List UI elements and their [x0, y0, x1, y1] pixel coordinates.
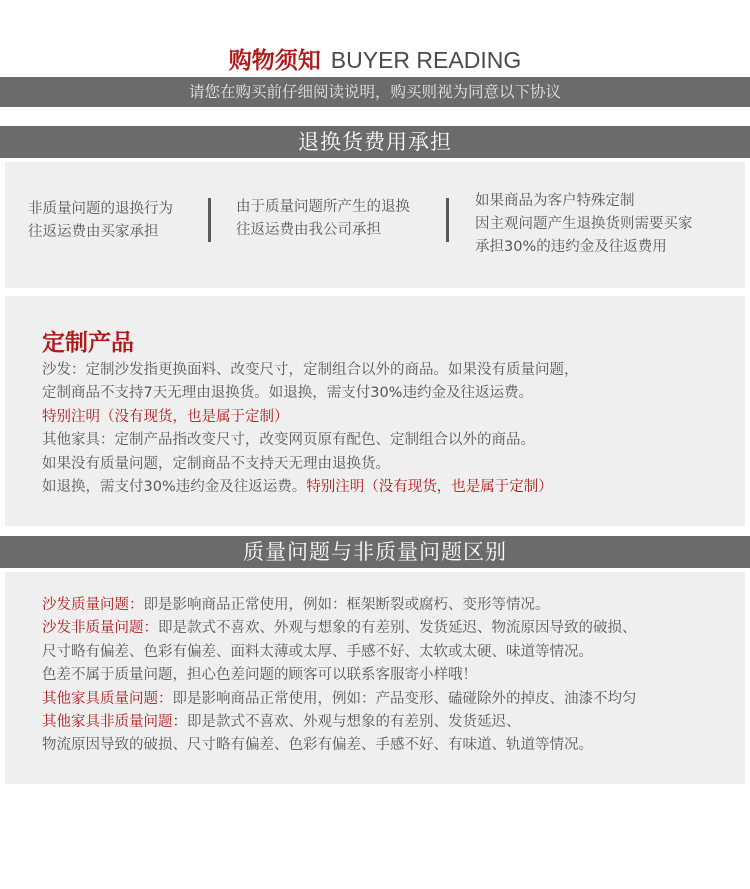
- text-segment: 定制商品不支持7天无理由退换货。如退换，需支付30%违约金及往返运费。: [42, 385, 533, 402]
- text-segment: 沙发：定制沙发指更换面料、改变尺寸，定制组合以外的商品。如果没有质量问题，: [42, 362, 579, 378]
- return-fee-panel: [5, 162, 745, 288]
- text-line: [42, 664, 637, 687]
- text-line: [42, 406, 579, 429]
- text-line: [42, 382, 579, 405]
- highlight-label: 其他家具非质量问题：: [42, 714, 187, 731]
- column-divider: [208, 198, 211, 242]
- page-title: [0, 44, 750, 77]
- text-line: [42, 734, 637, 757]
- highlight-label: 沙发质量问题：: [42, 597, 144, 613]
- text-segment: 其他家具：定制产品指改变尺寸，改变网页原有配色、定制组合以外的商品。: [42, 432, 535, 449]
- section-title-return-fee: 退换货费用承担: [0, 126, 750, 158]
- text-line: [42, 359, 579, 382]
- subtitle-bar: 请您在购买前仔细阅读说明，购买则视为同意以下协议: [0, 77, 750, 107]
- text-segment: 物流原因导致的破损、尺寸略有偏差、色彩有偏差、手感不好、有味道、轨道等情况。: [42, 737, 593, 754]
- page-title-cn: 购物须知: [228, 48, 321, 74]
- text-segment: 即是影响商品正常使用，例如：框架断裂或腐朽、变形等情况。: [143, 597, 550, 613]
- highlight-note: 特别注明（没有现货，也是属于定制）: [42, 408, 289, 425]
- column-divider: [446, 198, 449, 242]
- quality-panel: [5, 572, 745, 784]
- highlight-label: 其他家具质量问题：: [42, 690, 173, 707]
- text-segment: 尺寸略有偏差、色彩有偏差、面料太薄或太厚、手感不好、太软或太硬、味道等情况。: [42, 643, 593, 660]
- quality-text: [42, 594, 637, 758]
- text-line: [42, 711, 637, 734]
- text-line: [42, 641, 637, 664]
- text-line: [42, 429, 579, 452]
- text-line: 承担30%的违约金及往返费用: [475, 239, 667, 255]
- text-line: [42, 476, 579, 499]
- text-line: 往返运费由买家承担: [28, 224, 159, 240]
- highlight-note: 特别注明（没有现货，也是属于定制）: [306, 479, 553, 496]
- text-line: [42, 617, 637, 640]
- text-segment: 即是款式不喜欢、外观与想象的有差别、发货延迟、: [187, 714, 521, 731]
- text-line: [42, 453, 579, 476]
- text-segment: 即是款式不喜欢、外观与想象的有差别、发货延迟、物流原因导致的破损、: [158, 620, 637, 637]
- text-segment: 即是影响商品正常使用，例如：产品变形、磕碰除外的掉皮、油漆不均匀: [172, 690, 637, 707]
- custom-products-panel: [5, 296, 745, 526]
- text-line: [42, 594, 637, 617]
- return-fee-col-custom: [475, 190, 693, 259]
- text-line: 非质量问题的退换行为: [28, 201, 173, 217]
- return-fee-col-non-quality: [28, 198, 173, 244]
- highlight-label: 沙发非质量问题：: [42, 620, 158, 637]
- text-segment: 如果没有质量问题，定制商品不支持天无理由退换货。: [42, 455, 390, 472]
- text-segment: 如退换，需支付30%违约金及往返运费。: [42, 479, 307, 496]
- return-fee-col-quality: [236, 196, 410, 242]
- page-title-en: BUYER READING: [330, 47, 522, 73]
- custom-products-text: [42, 359, 579, 499]
- text-line: 如果商品为客户特殊定制: [475, 193, 635, 209]
- text-line: 因主观问题产生退换货则需要买家: [475, 216, 693, 232]
- text-line: 由于质量问题所产生的退换: [236, 199, 410, 215]
- text-line: 往返运费由我公司承担: [236, 222, 381, 238]
- text-segment: 色差不属于质量问题，担心色差问题的顾客可以联系客服寄小样哦！: [42, 667, 477, 684]
- custom-products-title: 定制产品: [42, 330, 134, 356]
- section-title-quality: 质量问题与非质量问题区别: [0, 536, 750, 568]
- text-line: [42, 688, 637, 711]
